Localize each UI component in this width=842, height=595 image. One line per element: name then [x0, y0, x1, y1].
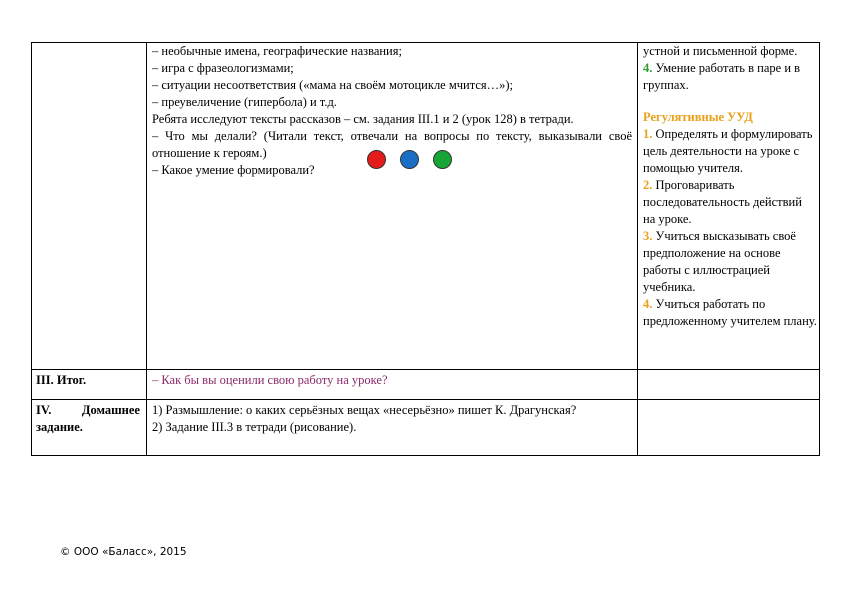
item-text: Определять и формулировать цель деятельности на уроке с помощью учителя. — [643, 127, 813, 175]
item-text: Учиться работать по предложенному учителем плану. — [643, 297, 817, 328]
stage-label: IV. Домашнее задание. — [36, 403, 140, 434]
copyright-footer: © ООО «Баласс», 2015 — [60, 546, 187, 558]
outcome-item — [643, 60, 817, 94]
row1-content-cell — [152, 43, 632, 179]
green-circle-icon — [433, 150, 452, 169]
column-divider — [637, 42, 638, 456]
item-number: 1. — [643, 127, 653, 141]
item-number: 4. — [643, 61, 653, 75]
section-heading: Регулятивные УУД — [643, 110, 753, 124]
row1-outcomes-cell — [643, 43, 817, 330]
row-divider — [31, 399, 820, 400]
text-line: Ребята исследуют тексты рассказов – см. задания III.1 и 2 (урок 128) в тетради. — [152, 112, 574, 126]
text-line: – Какое умение формировали? — [152, 163, 315, 177]
text-line: – Что мы делали? (Читали текст, отвечали на вопросы по тексту, выказывали своё отношение к героям.) — [152, 129, 632, 160]
item-text: Проговаривать последовательность действий на уроке. — [643, 178, 802, 226]
homework-cell — [152, 402, 632, 436]
red-circle-icon — [367, 150, 386, 169]
table-left-border — [31, 42, 32, 456]
row-divider — [31, 369, 820, 370]
summary-question: – Как бы вы оценили свою работу на уроке? — [152, 373, 388, 387]
text-line: устной и письменной форме. — [643, 44, 798, 58]
column-divider — [146, 42, 147, 456]
text-line: 2) Задание III.3 в тетради (рисование). — [152, 420, 357, 434]
outcome-item — [643, 177, 817, 228]
table-bottom-border — [31, 455, 820, 456]
text-line: – ситуации несоответствия («мама на своём мотоцикле мчится…»); — [152, 78, 514, 92]
item-text: Умение работать в паре и в группах. — [643, 61, 801, 92]
text-line: – необычные имена, географические названия; — [152, 44, 402, 58]
outcome-item — [643, 296, 817, 330]
item-number: 2. — [643, 178, 653, 192]
blue-circle-icon — [400, 150, 419, 169]
outcome-item — [643, 126, 817, 177]
text-line: – преувеличение (гипербола) и т.д. — [152, 95, 337, 109]
table-right-border — [819, 42, 820, 456]
text-line: – игра с фразеологизмами; — [152, 61, 294, 75]
stage-label: ІІІ. Итог. — [36, 373, 87, 387]
item-number: 3. — [643, 229, 653, 243]
item-number: 4. — [643, 297, 653, 311]
item-text: Учиться высказывать своё предположение на основе работы с иллюстрацией учебника. — [643, 229, 796, 294]
outcome-item — [643, 228, 817, 296]
text-line: 1) Размышление: о каких серьёзных вещах «несерьёзно» пишет К. Драгунская? — [152, 403, 577, 417]
